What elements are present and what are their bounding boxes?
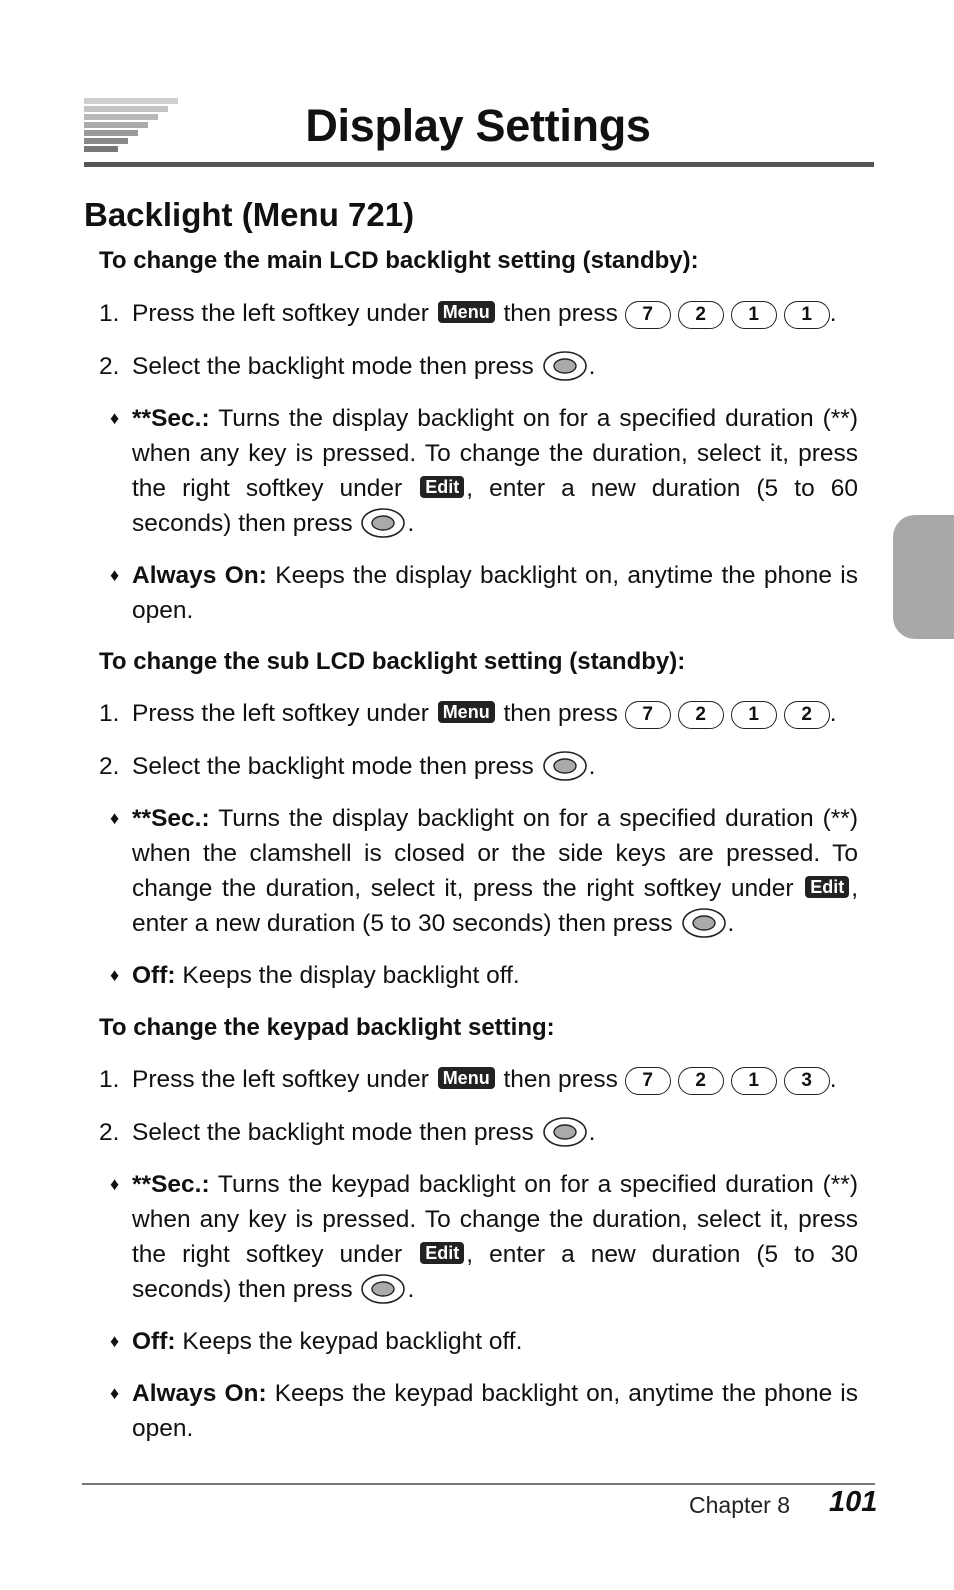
edit-softkey-icon: Edit <box>420 1242 464 1264</box>
diamond-bullet-icon: ♦ <box>110 1383 120 1403</box>
footer-rule <box>82 1483 875 1485</box>
ok-key-icon <box>542 1116 588 1148</box>
section-title: Backlight (Menu 721) <box>84 196 415 233</box>
key-2-icon: 2 <box>678 701 724 729</box>
key-1-icon: 1 <box>731 1067 777 1095</box>
keypad-off-bullet: ♦ Off: Keeps the keypad backlight off. <box>110 1324 858 1359</box>
page-number: 101 <box>829 1486 878 1518</box>
key-1-icon: 1 <box>731 701 777 729</box>
menu-softkey-icon: Menu <box>438 301 495 323</box>
key-2-icon: 2 <box>678 1067 724 1095</box>
side-tab <box>893 515 954 639</box>
ok-key-icon <box>360 1273 406 1305</box>
keypad-heading: To change the keypad backlight setting: <box>99 1014 555 1041</box>
ok-key-icon <box>542 750 588 782</box>
main-lcd-always-on-bullet: ♦ Always On: Keeps the display backlight on, anytime the phone is open. <box>110 558 858 628</box>
sub-lcd-step-2: 2. Select the backlight mode then press . <box>99 750 595 783</box>
keypad-step-1: 1. Press the left softkey under Menu then press 7 2 1 3 . <box>99 1066 837 1093</box>
menu-softkey-icon: Menu <box>438 1067 495 1089</box>
main-lcd-heading: To change the main LCD backlight setting (standby): <box>99 247 699 274</box>
header-rule <box>84 162 874 167</box>
sub-lcd-off-bullet: ♦ Off: Keeps the display backlight off. <box>110 958 858 993</box>
diamond-bullet-icon: ♦ <box>110 408 120 428</box>
main-lcd-sec-bullet: ♦ **Sec.: Turns the display backlight on for a specified duration (**) when any key is pressed. To change the duration, select it, press the right softkey under Edit , enter a new duration (5 to 60 seconds) then press . <box>110 401 858 541</box>
key-2-icon: 2 <box>784 701 830 729</box>
diamond-bullet-icon: ♦ <box>110 808 120 828</box>
ok-key-icon <box>542 350 588 382</box>
edit-softkey-icon: Edit <box>805 876 849 898</box>
main-lcd-step-2: 2. Select the backlight mode then press . <box>99 350 595 383</box>
key-3-icon: 3 <box>784 1067 830 1095</box>
ok-key-icon <box>360 507 406 539</box>
key-1-icon: 1 <box>784 301 830 329</box>
key-7-icon: 7 <box>625 1067 671 1095</box>
diamond-bullet-icon: ♦ <box>110 1331 120 1351</box>
diamond-bullet-icon: ♦ <box>110 965 120 985</box>
diamond-bullet-icon: ♦ <box>110 1174 120 1194</box>
keypad-always-on-bullet: ♦ Always On: Keeps the keypad backlight on, anytime the phone is open. <box>110 1376 858 1446</box>
footer-chapter: Chapter 8 <box>689 1492 791 1518</box>
sub-lcd-step-1: 1. Press the left softkey under Menu then press 7 2 1 2 . <box>99 700 837 727</box>
edit-softkey-icon: Edit <box>420 476 464 498</box>
key-1-icon: 1 <box>731 301 777 329</box>
ok-key-icon <box>681 907 727 939</box>
keypad-sec-bullet: ♦ **Sec.: Turns the keypad backlight on for a specified duration (**) when any key is pressed. To change the duration, select it, press the right softkey under Edit , enter a new duration (5 to 30 seconds) then press . <box>110 1167 858 1307</box>
sub-lcd-sec-bullet: ♦ **Sec.: Turns the display backlight on for a specified duration (**) when the clamshell is closed or the side keys are pressed. To change the duration, select it, press the right softkey under Edit , enter a new duration (5 to 30 seconds) then press . <box>110 801 858 941</box>
main-lcd-step-1: 1. Press the left softkey under Menu then press 7 2 1 1 . <box>99 300 837 327</box>
key-7-icon: 7 <box>625 701 671 729</box>
page-title: Display Settings <box>305 100 651 151</box>
menu-softkey-icon: Menu <box>438 701 495 723</box>
key-2-icon: 2 <box>678 301 724 329</box>
key-7-icon: 7 <box>625 301 671 329</box>
keypad-step-2: 2. Select the backlight mode then press . <box>99 1116 595 1149</box>
sub-lcd-heading: To change the sub LCD backlight setting (standby): <box>99 648 686 675</box>
diamond-bullet-icon: ♦ <box>110 565 120 585</box>
